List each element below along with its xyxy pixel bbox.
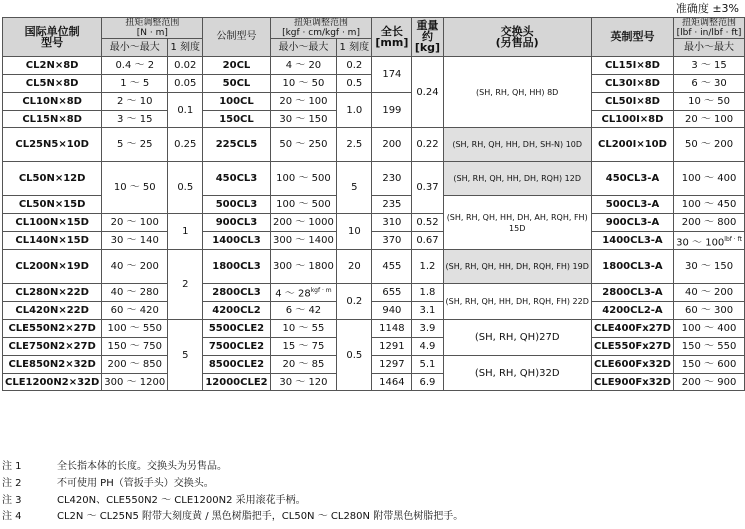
header-row-1 (3, 18, 745, 39)
header-torque-lbf: 扭矩调整范围 [lbf · in/lbf · ft] (674, 18, 745, 39)
cell-length: 199 (372, 92, 412, 128)
cell-model-si: CL280N×22D (3, 284, 102, 302)
cell-model-metric: 1800CL3 (203, 250, 270, 284)
cell-model-si: CLE750N2×27D (3, 337, 102, 355)
cell-nm-scale: 0.05 (168, 74, 203, 92)
cell-weight: 0.37 (412, 162, 443, 214)
cell-kgf-range: 4 ～ 20 (270, 56, 337, 74)
cell-model-metric: 150CL (203, 110, 270, 128)
cell-lbf-range: 60 ～ 300 (674, 302, 745, 320)
cell-lbf-range: 100 ～ 400 (674, 162, 745, 196)
cell-lbf-range: 30 ～ 150 (674, 250, 745, 284)
table-row (3, 92, 745, 110)
header-torque-kgf: 扭矩调整范围 [kgf · cm/kgf · m] (270, 18, 372, 39)
cell-model-imperial: CL200I×10D (591, 128, 673, 162)
cell-kgf-range: 100 ～ 500 (270, 162, 337, 196)
header-torque-nm: 扭矩调整范围 [N · m] (102, 18, 203, 39)
cell-model-imperial: 450CL3-A (591, 162, 673, 196)
cell-nm-range: 60 ～ 420 (102, 302, 168, 320)
cell-length: 1464 (372, 373, 412, 391)
cell-kgf-scale: 5 (337, 162, 372, 214)
kgf-range-value: 4 ～ 28 (275, 288, 311, 300)
cell-kgf-scale: 0.2 (337, 284, 372, 320)
header-weight: 重量 约 [kg] (412, 18, 443, 57)
cell-model-metric: 900CL3 (203, 214, 270, 232)
cell-kgf-range: 300 ～ 1800 (270, 250, 337, 284)
cell-nm-scale: 2 (168, 250, 203, 320)
cell-model-metric: 8500CLE2 (203, 355, 270, 373)
cell-kgf-range: 20 ～ 100 (270, 92, 337, 110)
cell-model-metric: 5500CLE2 (203, 319, 270, 337)
header-adapter: 交换头 (另售品) (443, 18, 591, 57)
cell-kgf-scale: 10 (337, 214, 372, 250)
cell-nm-range: 0.4 ～ 2 (102, 56, 168, 74)
header-kgf-minmax: 最小～最大 (270, 39, 337, 57)
cell-length: 370 (372, 232, 412, 250)
footnote-label: 注 4 (2, 511, 22, 523)
footnote-label: 注 2 (2, 477, 22, 489)
cell-nm-range: 150 ～ 750 (102, 337, 168, 355)
cell-model-imperial: 4200CL2-A (591, 302, 673, 320)
cell-kgf-range: 200 ～ 1000 (270, 214, 337, 232)
cell-kgf-range: 6 ～ 42 (270, 302, 337, 320)
cell-model-metric: 500CL3 (203, 196, 270, 214)
table-row (3, 284, 745, 302)
cell-length: 455 (372, 250, 412, 284)
footnote-label: 注 1 (2, 461, 22, 472)
cell-nm-scale: 1 (168, 214, 203, 250)
table-row (3, 302, 745, 320)
cell-lbf-range: 200 ～ 900 (674, 373, 745, 391)
cell-lbf-range: 10 ～ 50 (674, 92, 745, 110)
cell-lbf-range: 20 ～ 100 (674, 110, 745, 128)
cell-model-imperial: CLE550Fx27D (591, 337, 673, 355)
cell-model-imperial: CL30I×8D (591, 74, 673, 92)
cell-model-imperial: CL100I×8D (591, 110, 673, 128)
cell-kgf-range: 30 ～ 120 (270, 373, 337, 391)
cell-weight: 1.2 (412, 250, 443, 284)
cell-model-si: CL15N×8D (3, 110, 102, 128)
cell-model-si: CL50N×15D (3, 196, 102, 214)
cell-model-metric: 1400CL3 (203, 232, 270, 250)
cell-model-si: CLE1200N2×32D (3, 373, 102, 391)
cell-length: 1148 (372, 319, 412, 337)
table-row (3, 162, 745, 196)
cell-adapter: (SH, RH, QH, HH, DH, AH, RQH, FH) 15D (443, 196, 591, 250)
cell-model-imperial: 1800CL3-A (591, 250, 673, 284)
lbf-unit-superscript: lbf · ft (724, 235, 742, 243)
cell-model-imperial: 500CL3-A (591, 196, 673, 214)
header-kgf-scale: 1 刻度 (337, 39, 372, 57)
cell-model-metric: 4200CL2 (203, 302, 270, 320)
cell-adapter: (SH, RH, QH, HH, DH, RQH) 12D (443, 162, 591, 196)
cell-length: 230 (372, 162, 412, 196)
cell-kgf-scale: 0.5 (337, 74, 372, 92)
cell-model-si: CL2N×8D (3, 56, 102, 74)
cell-nm-range: 2 ～ 10 (102, 92, 168, 110)
header-model-metric: 公制型号 (203, 18, 270, 57)
table-row (3, 232, 745, 250)
cell-model-si: CL100N×15D (3, 214, 102, 232)
cell-model-si: CL5N×8D (3, 74, 102, 92)
cell-model-si: CL140N×15D (3, 232, 102, 250)
cell-model-metric: 2800CL3 (203, 284, 270, 302)
cell-kgf-scale: 2.5 (337, 128, 372, 162)
cell-kgf-range: 30 ～ 150 (270, 110, 337, 128)
cell-model-imperial: CL15I×8D (591, 56, 673, 74)
footnote-text: CL420N、CLE550N2 ～ CLE1200N2 采用滚花手柄。 (57, 494, 306, 506)
cell-length: 200 (372, 128, 412, 162)
lbf-range-value: 30 ～ 100 (676, 236, 725, 248)
header-lbf-minmax: 最小～最大 (674, 39, 745, 57)
cell-nm-range: 300 ～ 1200 (102, 373, 168, 391)
cell-nm-range: 5 ～ 25 (102, 128, 168, 162)
cell-length: 235 (372, 196, 412, 214)
header-nm-minmax: 最小～最大 (102, 39, 168, 57)
table-row (3, 373, 745, 391)
cell-kgf-range: 300 ～ 1400 (270, 232, 337, 250)
cell-model-si: CL50N×12D (3, 162, 102, 196)
cell-model-si: CLE850N2×32D (3, 355, 102, 373)
cell-weight: 0.22 (412, 128, 443, 162)
cell-model-imperial: 900CL3-A (591, 214, 673, 232)
table-row (3, 56, 745, 74)
footnotes (2, 459, 743, 526)
cell-lbf-range: 100 ～ 400 (674, 319, 745, 337)
cell-kgf-range: 100 ～ 500 (270, 196, 337, 214)
cell-kgf-scale: 0.2 (337, 56, 372, 74)
torque-wrench-spec-table (2, 17, 745, 391)
footnote-text: CL2N ～ CL25N5 附带大刻度黄 / 黑色树脂把手，CL50N ～ CL280N 附带黑色树脂把手。 (57, 511, 464, 523)
table-row (3, 337, 745, 355)
cell-kgf-scale: 0.5 (337, 319, 372, 391)
cell-model-metric: 12000CLE2 (203, 373, 270, 391)
cell-nm-range: 40 ～ 280 (102, 284, 168, 302)
cell-nm-range: 1 ～ 5 (102, 74, 168, 92)
footnote (2, 493, 743, 510)
cell-adapter: (SH, RH, QH, HH, DH, SH-N) 10D (443, 128, 591, 162)
cell-adapter: (SH, RH, QH)32D (443, 355, 591, 391)
cell-lbf-range: 150 ～ 550 (674, 337, 745, 355)
cell-model-imperial: CLE600Fx32D (591, 355, 673, 373)
cell-weight: 0.67 (412, 232, 443, 250)
cell-kgf-range: 50 ～ 250 (270, 128, 337, 162)
cell-length: 1297 (372, 355, 412, 373)
cell-kgf-range: 20 ～ 85 (270, 355, 337, 373)
cell-model-imperial: CL50I×8D (591, 92, 673, 110)
cell-length: 174 (372, 56, 412, 92)
header-model-si: 国际单位制 型号 (3, 18, 102, 57)
cell-weight: 3.1 (412, 302, 443, 320)
cell-weight: 3.9 (412, 319, 443, 337)
cell-model-si: CL10N×8D (3, 92, 102, 110)
header-model-imperial: 英制型号 (591, 18, 673, 57)
cell-model-metric: 225CL5 (203, 128, 270, 162)
cell-kgf-scale: 20 (337, 250, 372, 284)
cell-adapter: (SH, RH, QH, HH, DH, RQH, FH) 22D (443, 284, 591, 320)
cell-model-imperial: 2800CL3-A (591, 284, 673, 302)
cell-adapter: (SH, RH, QH, HH, DH, RQH, FH) 19D (443, 250, 591, 284)
cell-kgf-range: 10 ～ 55 (270, 319, 337, 337)
cell-nm-range: 30 ～ 140 (102, 232, 168, 250)
table-row (3, 214, 745, 232)
cell-model-imperial: CLE400Fx27D (591, 319, 673, 337)
accuracy-note: 准确度 ±3% (675, 2, 739, 15)
cell-model-si: CL420N×22D (3, 302, 102, 320)
footnote (2, 476, 743, 493)
cell-nm-scale: 0.25 (168, 128, 203, 162)
cell-lbf-range: 3 ～ 15 (674, 56, 745, 74)
cell-adapter: (SH, RH, QH, HH) 8D (443, 56, 591, 128)
cell-lbf-range: 150 ～ 600 (674, 355, 745, 373)
cell-nm-scale: 0.02 (168, 56, 203, 74)
cell-kgf-range: 10 ～ 50 (270, 74, 337, 92)
cell-nm-range: 200 ～ 850 (102, 355, 168, 373)
kgf-unit-superscript: kgf · m (310, 287, 332, 295)
cell-model-si: CLE550N2×27D (3, 319, 102, 337)
table-row (3, 250, 745, 284)
cell-nm-scale: 0.1 (168, 92, 203, 128)
cell-lbf-range: 200 ～ 800 (674, 214, 745, 232)
cell-model-metric: 20CL (203, 56, 270, 74)
cell-model-si: CL200N×19D (3, 250, 102, 284)
cell-nm-range: 100 ～ 550 (102, 319, 168, 337)
cell-weight: 4.9 (412, 337, 443, 355)
cell-length: 655 (372, 284, 412, 302)
cell-nm-range: 3 ～ 15 (102, 110, 168, 128)
cell-weight: 0.52 (412, 214, 443, 232)
cell-model-imperial: 1400CL3-A (591, 232, 673, 250)
header-nm-scale: 1 刻度 (168, 39, 203, 57)
footnote (2, 459, 743, 476)
cell-lbf-range (674, 232, 745, 250)
cell-model-metric: 50CL (203, 74, 270, 92)
cell-weight: 1.8 (412, 284, 443, 302)
cell-nm-range: 40 ～ 200 (102, 250, 168, 284)
footnote-text: 全长指本体的长度。交换头为另售品。 (57, 461, 227, 472)
cell-weight: 5.1 (412, 355, 443, 373)
cell-length: 940 (372, 302, 412, 320)
cell-lbf-range: 100 ～ 450 (674, 196, 745, 214)
cell-model-imperial: CLE900Fx32D (591, 373, 673, 391)
cell-weight: 6.9 (412, 373, 443, 391)
footnote (2, 509, 743, 526)
cell-nm-scale: 5 (168, 319, 203, 391)
cell-nm-range: 10 ～ 50 (102, 162, 168, 214)
cell-model-metric: 450CL3 (203, 162, 270, 196)
header-length: 全长 [mm] (372, 18, 412, 57)
table-row (3, 319, 745, 337)
cell-adapter: (SH, RH, QH)27D (443, 319, 591, 355)
cell-model-si: CL25N5×10D (3, 128, 102, 162)
cell-kgf-scale: 1.0 (337, 92, 372, 128)
cell-kgf-range: 15 ～ 75 (270, 337, 337, 355)
cell-length: 1291 (372, 337, 412, 355)
cell-length: 310 (372, 214, 412, 232)
cell-lbf-range: 40 ～ 200 (674, 284, 745, 302)
cell-model-metric: 7500CLE2 (203, 337, 270, 355)
cell-kgf-range (270, 284, 337, 302)
cell-lbf-range: 6 ～ 30 (674, 74, 745, 92)
cell-weight: 0.24 (412, 56, 443, 128)
cell-lbf-range: 50 ～ 200 (674, 128, 745, 162)
cell-model-metric: 100CL (203, 92, 270, 110)
table-row (3, 128, 745, 162)
cell-nm-scale: 0.5 (168, 162, 203, 214)
footnote-text: 不可使用 PH（管扳手头）交换头。 (57, 477, 214, 489)
table-row (3, 355, 745, 373)
footnote-label: 注 3 (2, 494, 22, 506)
cell-nm-range: 20 ～ 100 (102, 214, 168, 232)
